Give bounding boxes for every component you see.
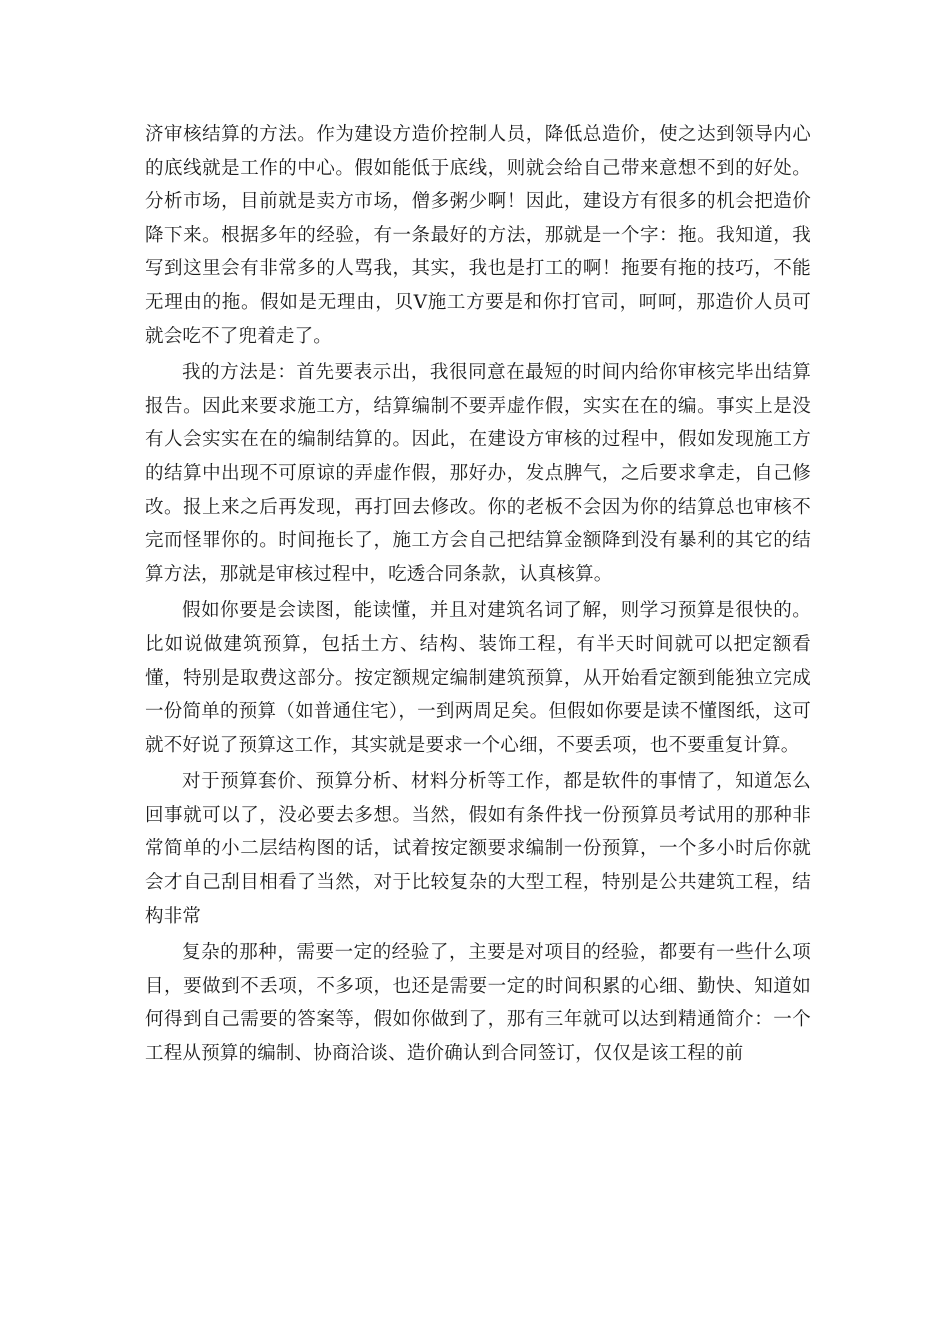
document-page	[145, 118, 811, 1074]
paragraph-4: 对于预算套价、预算分析、材料分析等工作，都是软件的事情了，知道怎么回事就可以了，没必要去多想。当然，假如有条件找一份预算员考试用的那种非常简单的小二层结构图的话，试着按定额要求编制一份预算，一个多小时后你就会才自己刮目相看了当然，对于比较复杂的大型工程，特别是公共建筑工程，结构非常	[145, 771, 811, 927]
paragraph-5: 复杂的那种，需要一定的经验了，主要是对项目的经验，都要有一些什么项目，要做到不丢项，不多项，也还是需要一定的时间积累的心细、勤快、知道如何得到自己需要的答案等，假如你做到了，那有三年就可以达到精通简介：一个工程从预算的编制、协商洽谈、造价确认到合同签订，仅仅是该工程的前	[145, 942, 811, 1065]
paragraph-2: 我的方法是：首先要表示出，我很同意在最短的时间内给你审核完毕出结算报告。因此来要求施工方，结算编制不要弄虚作假，实实在在的编。事实上是没有人会实实在在的编制结算的。因此，在建设方审核的过程中，假如发现施工方的结算中出现不可原谅的弄虚作假，那好办，发点脾气，之后要求拿走，自己修改。报上来之后再发现，再打回去修改。你的老板不会因为你的结算总也审核不完而怪罪你的。时间拖长了，施工方会自己把结算金额降到没有暴利的其它的结算方法，那就是审核过程中，吃透合同条款，认真核算。	[145, 362, 811, 585]
paragraph-3: 假如你要是会读图，能读懂，并且对建筑名词了解，则学习预算是很快的。比如说做建筑预算，包括土方、结构、装饰工程，有半天时间就可以把定额看懂，特别是取费这部分。按定额规定编制建筑预算，从开始看定额到能独立完成一份简单的预算（如普通住宅），一到两周足矣。但假如你要是读不懂图纸，这可就不好说了预算这工作，其实就是要求一个心细，不要丢项，也不要重复计算。	[145, 600, 811, 756]
paragraph-1: 济审核结算的方法。作为建设方造价控制人员，降低总造价，使之达到领导内心的底线就是工作的中心。假如能低于底线，则就会给自己带来意想不到的好处。分析市场，目前就是卖方市场，僧多粥少啊！因此，建设方有很多的机会把造价降下来。根据多年的经验，有一条最好的方法，那就是一个字：拖。我知道，我写到这里会有非常多的人骂我，其实，我也是打工的啊！拖要有拖的技巧，不能无理由的拖。假如是无理由，贝Ⅴ施工方要是和你打官司，呵呵，那造价人员可就会吃不了兜着走了。	[145, 124, 811, 347]
